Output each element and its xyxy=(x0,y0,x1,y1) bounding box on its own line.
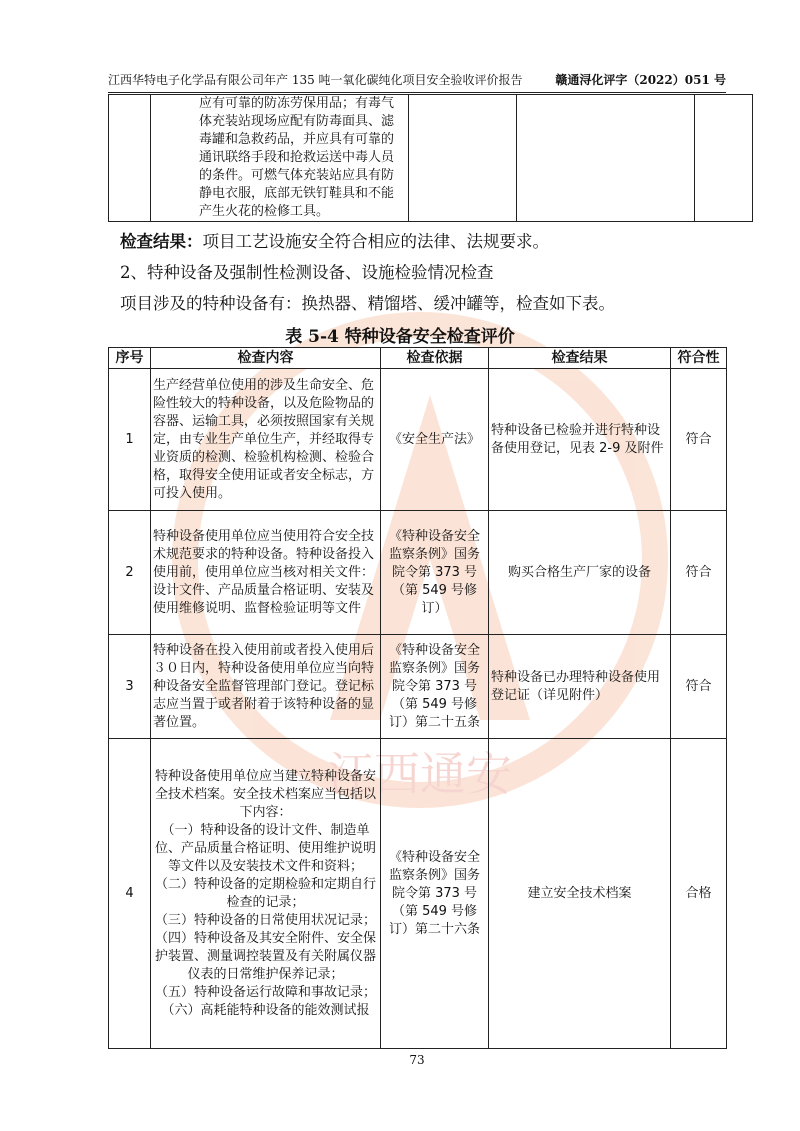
page-header xyxy=(108,70,726,93)
row-content: 生产经营单位使用的涉及生命安全、危险性较大的特种设备，以及危险物品的容器、运输工具，必须按照国家有关规定，由专业生产单位生产，并经取得专业资质的检测、检验机构检测、检验合格，取得安全使用证或者安全标志，方可投入使用。 xyxy=(151,369,381,511)
row-basis: 《特种设备安全监察条例》国务院令第 373 号（第 549 号修订） xyxy=(381,511,489,635)
table-cell xyxy=(695,95,753,222)
header-conformity: 符合性 xyxy=(671,348,727,369)
row-basis: 《特种设备安全监察条例》国务院令第 373 号（第 549 号修订）第二十六条 xyxy=(381,739,489,1049)
content-line: （一）特种设备的设计文件、制造单位、产品质量合格证明、使用维护说明等文件以及安装技术文件和资料； xyxy=(154,822,376,874)
row-conformity: 符合 xyxy=(671,635,727,739)
table-cell-content: 应有可靠的防冻劳保用品；有毒气体充装站现场应配有防毒面具、滤毒罐和急救药品，并应具有可靠的通讯联络手段和抢救运送中毒人员的条件。可燃气体充装站应具有防静电衣服，底部无铁钉鞋具和不能产生火花的检修工具。 xyxy=(151,95,409,222)
row-index: 2 xyxy=(109,511,151,635)
row-content: 特种设备使用单位应当使用符合安全技术规范要求的特种设备。特种设备投入使用前，使用单位应当核对相关文件：设计文件、产品质量合格证明、安装及使用维修说明、监督检验证明等文件 xyxy=(151,511,381,635)
row-result: 特种设备已检验并进行特种设备使用登记，见表 2-9 及附件 xyxy=(489,369,671,511)
special-equipment-table xyxy=(108,347,727,1049)
header-index: 序号 xyxy=(109,348,151,369)
table-row xyxy=(109,369,727,511)
row-index: 3 xyxy=(109,635,151,739)
table-row xyxy=(109,95,753,222)
row-result: 购买合格生产厂家的设备 xyxy=(489,511,671,635)
table-row xyxy=(109,739,727,1049)
continued-table xyxy=(108,94,753,222)
row-index: 4 xyxy=(109,739,151,1049)
row-content: 特种设备在投入使用前或者投入使用后３０日内，特种设备使用单位应当向特种设备安全监督管理部门登记。登记标志应当置于或者附着于该特种设备的显著位置。 xyxy=(151,635,381,739)
content-line: 特种设备使用单位应当建立特种设备安全技术档案。安全技术档案应当包括以下内容： xyxy=(154,768,376,820)
table-row xyxy=(109,635,727,739)
row-basis: 《安全生产法》 xyxy=(381,369,489,511)
table-cell xyxy=(409,95,517,222)
intro-paragraph: 项目涉及的特种设备有：换热器、精馏塔、缓冲罐等，检查如下表。 xyxy=(120,294,615,313)
row-conformity: 合格 xyxy=(671,739,727,1049)
header-content: 检查内容 xyxy=(151,348,381,369)
result-paragraph xyxy=(120,228,549,252)
watermark-text: 江西通安 xyxy=(328,747,512,801)
table-header-row xyxy=(109,348,727,369)
row-conformity: 符合 xyxy=(671,511,727,635)
row-result: 建立安全技术档案 xyxy=(489,739,671,1049)
header-title: 江西华特电子化学品有限公司年产 135 吨一氧化碳纯化项目安全验收评价报告 xyxy=(108,73,523,87)
table-row xyxy=(109,511,727,635)
table-cell xyxy=(517,95,695,222)
row-index: 1 xyxy=(109,369,151,511)
content-line: （二）特种设备的定期检验和定期自行检查的记录； xyxy=(154,876,376,910)
result-label: 检查结果： xyxy=(120,232,203,251)
page-footer xyxy=(108,1048,726,1067)
result-text: 项目工艺设施安全符合相应的法律、法规要求。 xyxy=(202,232,549,251)
table-cell xyxy=(109,95,151,222)
content-line: （六）高耗能特种设备的能效测试报 xyxy=(161,1002,370,1018)
header-basis: 检查依据 xyxy=(381,348,489,369)
content-line: （三）特种设备的日常使用状况记录； xyxy=(154,912,376,928)
table-caption: 表 5-4 特种设备安全检查评价 xyxy=(285,327,515,347)
row-basis: 《特种设备安全监察条例》国务院令第 373 号（第 549 号修订）第二十五条 xyxy=(381,635,489,739)
content-line: （五）特种设备运行故障和事故记录； xyxy=(154,984,376,1000)
section-heading: 2、特种设备及强制性检测设备、设施检验情况检查 xyxy=(120,263,494,282)
content-line: （四）特种设备及其安全附件、安全保护装置、测量调控装置及有关附属仪器仪表的日常维护保养记录； xyxy=(154,930,376,982)
page-number: 73 xyxy=(409,1053,425,1067)
row-result: 特种设备已办理特种设备使用登记证（详见附件） xyxy=(489,635,671,739)
header-result: 检查结果 xyxy=(489,348,671,369)
row-conformity: 符合 xyxy=(671,369,727,511)
row-content xyxy=(151,739,381,1049)
header-doc-number: 赣通浔化评字（2022）051 号 xyxy=(555,73,726,87)
